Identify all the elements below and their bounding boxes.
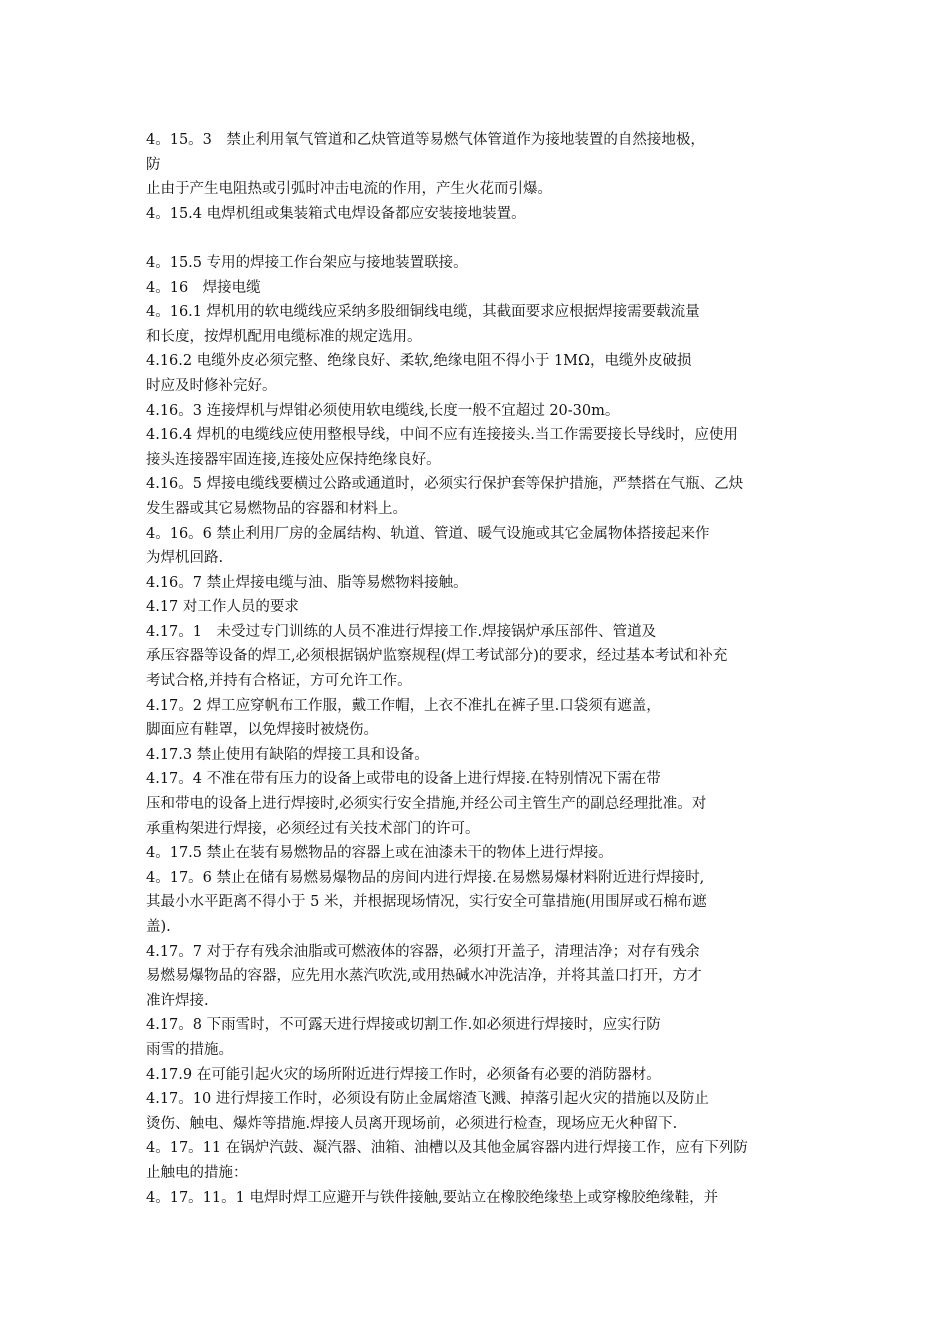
text-line: 和长度，按焊机配用电缆标准的规定选用。 [146,328,422,345]
text-line: 4。17。6 禁止在储有易燃易爆物品的房间内进行焊接.在易燃易爆材料附近进行焊接时, [146,869,705,886]
text-line: 时应及时修补完好。 [146,377,277,394]
text-line: 4.16。5 焊接电缆线要横过公路或通道时，必须实行保护套等保护措施，严禁搭在气瓶、乙炔 [146,476,744,493]
text-line: 4。17.5 禁止在装有易燃物品的容器上或在油漆未干的物体上进行焊接。 [146,845,613,862]
text-line: 4。16。6 禁止利用厂房的金属结构、轨道、管道、暖气设施或其它金属物体搭接起来作 [146,525,710,542]
text-line: 4。15.5 专用的焊接工作台架应与接地装置联接。 [146,254,468,271]
text-line: 雨雪的措施。 [146,1041,233,1058]
text-line: 止触电的措施： [146,1164,248,1181]
text-line: 考试合格,并持有合格证，方可允许工作。 [146,673,412,690]
text-line: 4.16.2 电缆外皮必须完整、绝缘良好、柔软,绝缘电阻不得小于 1MΩ，电缆外皮破损 [146,353,692,370]
text-line: 4.16。7 禁止焊接电缆与油、脂等易燃物料接触。 [146,574,468,591]
section-heading: 4。16 焊接电缆 [146,279,261,296]
text-line: 其最小水平距离不得小于 5 米，并根据现场情况，实行安全可靠措施(用围屏或石棉布遮 [146,894,707,911]
text-line: 4。15。3 禁止利用氧气管道和乙炔管道等易燃气体管道作为接地装置的自然接地极， [146,132,705,148]
document-page [146,128,812,1210]
text-line: 4.16.4 焊机的电缆线应使用整根导线，中间不应有连接接头.当工作需要接长导线时，应使用 [146,427,738,444]
text-line: 止由于产生电阻热或引弧时冲击电流的作用，产生火花而引爆。 [146,181,552,198]
text-line: 4。16.1 焊机用的软电缆线应采纳多股细铜线电缆，其截面要求应根据焊接需要载流量 [146,304,700,321]
text-line: 承重构架进行焊接，必须经过有关技术部门的许可。 [146,820,480,837]
text-line: 4。15.4 电焊机组或集装箱式电焊设备都应安装接地装置。 [146,205,526,222]
text-line: 4.17。10 进行焊接工作时，必须设有防止金属熔渣飞溅、掉落引起火灾的措施以及防止 [146,1091,709,1108]
text-line: 易燃易爆物品的容器，应先用水蒸汽吹洗,或用热碱水冲洗洁净，并将其盖口打开，方才 [146,968,702,985]
text-line: 脚面应有鞋罩，以免焊接时被烧伤。 [146,722,378,739]
text-line: 4.16。3 连接焊机与焊钳必须使用软电缆线,长度一般不宜超过 20-30m。 [146,402,620,419]
text-line: 接头连接器牢固连接,连接处应保持绝缘良好。 [146,451,441,468]
text-line: 4.17。7 对于存有残余油脂或可燃液体的容器，必须打开盖子，清理洁净；对存有残余 [146,943,700,960]
text-line: 4.17.3 禁止使用有缺陷的焊接工具和设备。 [146,746,429,763]
text-line: 压和带电的设备上进行焊接时,必须实行安全措施,并经公司主管生产的副总经理批准。对 [146,796,707,813]
text-line: 承压容器等设备的焊工,必须根据锅炉监察规程(焊工考试部分)的要求，经过基本考试和补充 [146,648,728,665]
text-line: 准许焊接. [146,992,209,1009]
text-line: 4.17。8 下雨雪时，不可露天进行焊接或切割工作.如必须进行焊接时，应实行防 [146,1017,661,1034]
text-line: 烫伤、触电、爆炸等措施.焊接人员离开现场前，必须进行检查，现场应无火种留下. [146,1115,678,1132]
text-line: 盖). [146,919,171,935]
text-line: 4.17。4 不准在带有压力的设备上或带电的设备上进行焊接.在特别情况下需在带 [146,771,661,788]
text-line: 为焊机回路. [146,550,224,567]
text-line: 4。17。11。1 电焊时焊工应避开与铁件接触,要站立在橡胶绝缘垫上或穿橡胶绝缘鞋，并 [146,1189,719,1206]
text-line: 4.17。2 焊工应穿帆布工作服，戴工作帽，上衣不准扎在裤子里.口袋须有遮盖， [146,697,661,714]
text-line: 4.17.9 在可能引起火灾的场所附近进行焊接工作时，必须备有必要的消防器材。 [146,1066,661,1083]
blank-line [146,226,812,251]
text-line: 4。17。11 在锅炉汽鼓、凝汽器、油箱、油槽以及其他金属容器内进行焊接工作，应有下列防 [146,1140,748,1157]
text-line: 防 [146,156,161,173]
text-line: 4.17。1 未受过专门训练的人员不准进行焊接工作.焊接锅炉承压部件、管道及 [146,623,657,640]
section-heading: 4.17 对工作人员的要求 [146,599,299,616]
text-line: 发生器或其它易燃物品的容器和材料上。 [146,500,407,517]
